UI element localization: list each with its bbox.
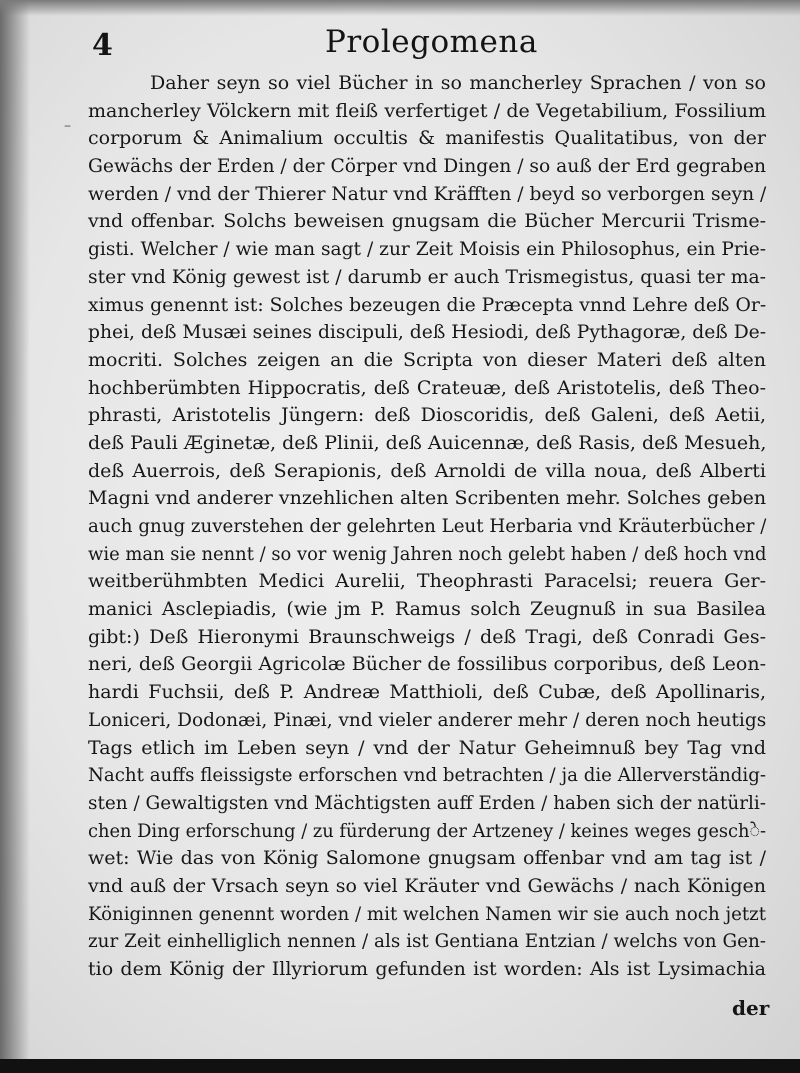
running-head: Prolegomena [325, 24, 538, 60]
text-line: vnd offenbar. Solchs beweisen gnugsam die Bücher Mercurii Trisme- [88, 210, 766, 233]
text-line: ximus genennt ist: Solches bezeugen die Præcepta vnnd Lehre deß Or- [88, 293, 767, 316]
text-line: ster vnd König gewest ist / darumb er auch Trismegistus, quasi ter ma- [88, 265, 767, 288]
text-line: Nacht auffs fleissigste erforschen vnd betrachten / ja die Allerverständig- [88, 764, 767, 787]
text-line: Königinnen genennt worden / mit welchen Namen wir sie auch noch jetzt [88, 902, 767, 925]
page-number: 4 [92, 28, 113, 63]
text-line: mancherley Völckern mit fleiß verfertiget / de Vegetabilium, Fossilium [88, 99, 766, 122]
text-line: Tags etlich im Leben seyn / vnd der Natur Geheimnuß bey Tag vnd [88, 736, 766, 759]
text-line: vnd auß der Vrsach seyn so viel Kräuter vnd Gewächs / nach Königen [88, 874, 766, 897]
text-line: wet: Wie das von König Salomone gnugsam offenbar vnd am tag ist / [88, 847, 766, 870]
text-line: corporum & Animalium occultis & manifestis Qualitatibus, von der [88, 127, 766, 150]
text-line: zur Zeit einhelliglich nennen / als ist Gentiana Entzian / welchs von Gen- [88, 930, 766, 953]
page-top-shadow [0, 0, 800, 16]
text-line: sten / Gewaltigsten vnd Mächtigsten auff Erden / haben sich der natürli- [88, 791, 767, 814]
text-line: deß Pauli Æginetæ, deß Plinii, deß Auicennæ, deß Rasis, deß Mesueh, [88, 431, 767, 454]
text-line: Loniceri, Dodonæi, Pinæi, vnd vieler anderer mehr / deren noch heutigs [88, 708, 767, 731]
text-line: neri, deß Georgii Agricolæ Bücher de fossilibus corporibus, deß Leon- [88, 653, 766, 676]
page-bottom-edge [0, 1059, 800, 1073]
text-line: phrasti, Aristotelis Jüngern: deß Dioscoridis, deß Galeni, deß Aetii, [88, 404, 766, 427]
text-line: mocriti. Solches zeigen an die Scripta von dieser Materi deß alten [88, 348, 766, 371]
text-line: gisti. Welcher / wie man sagt / zur Zeit Moisis ein Philosophus, ein Prie- [88, 238, 767, 261]
text-line: auch gnug zuverstehen der gelehrten Leut Herbaria vnd Kräuterbücher / [88, 515, 767, 537]
text-line: wie man sie nennt / so vor wenig Jahren noch gelebt haben / deß hoch vnd [88, 542, 767, 565]
text-line: deß Auerrois, deß Serapionis, deß Arnoldi de villa noua, deß Alberti [88, 459, 766, 482]
body-text [88, 70, 766, 984]
text-line: phei, deß Musæi seines discipuli, deß Hesiodi, deß Pythagoræ, deß De- [88, 321, 767, 344]
page-gutter-shadow [0, 0, 30, 1073]
text-line: gibt:) Deß Hieronymi Braunschweigs / deß Tragi, deß Conradi Ges- [88, 625, 766, 648]
text-line: Daher seyn so viel Bücher in so mancherley Sprachen / von so [150, 72, 766, 94]
text-line: hardi Fuchsii, deß P. Andreæ Matthioli, deß Cubæ, deß Apollinaris, [88, 681, 766, 704]
text-line: manici Asclepiadis, (wie jm P. Ramus solch Zeugnuß in sua Basilea [88, 598, 766, 621]
margin-mark: – [64, 118, 71, 134]
text-line: werden / vnd der Thierer Natur vnd Kräfften / beyd so verborgen seyn / [88, 182, 767, 205]
text-line: tio dem König der Illyriorum gefunden ist worden: Als ist Lysimachia [88, 958, 766, 980]
text-line: Gewächs der Erden / der Cörper vnd Dingen / so auß der Erd gegraben [88, 155, 767, 178]
text-line: hochberümbten Hippocratis, deß Crateuæ, deß Aristotelis, deß Theo- [88, 376, 766, 399]
text-line: chen Ding erforschung / zu fürderung der Artzeney / keines weges geschे- [88, 819, 767, 842]
page-header [0, 18, 800, 64]
text-line: Magni vnd anderer vnzehlichen alten Scribenten mehr. Solches geben [88, 487, 767, 510]
text-line: weitberühmbten Medici Aurelii, Theophrasti Paracelsi; reuera Ger- [88, 570, 766, 593]
catchword: der [732, 996, 770, 1020]
